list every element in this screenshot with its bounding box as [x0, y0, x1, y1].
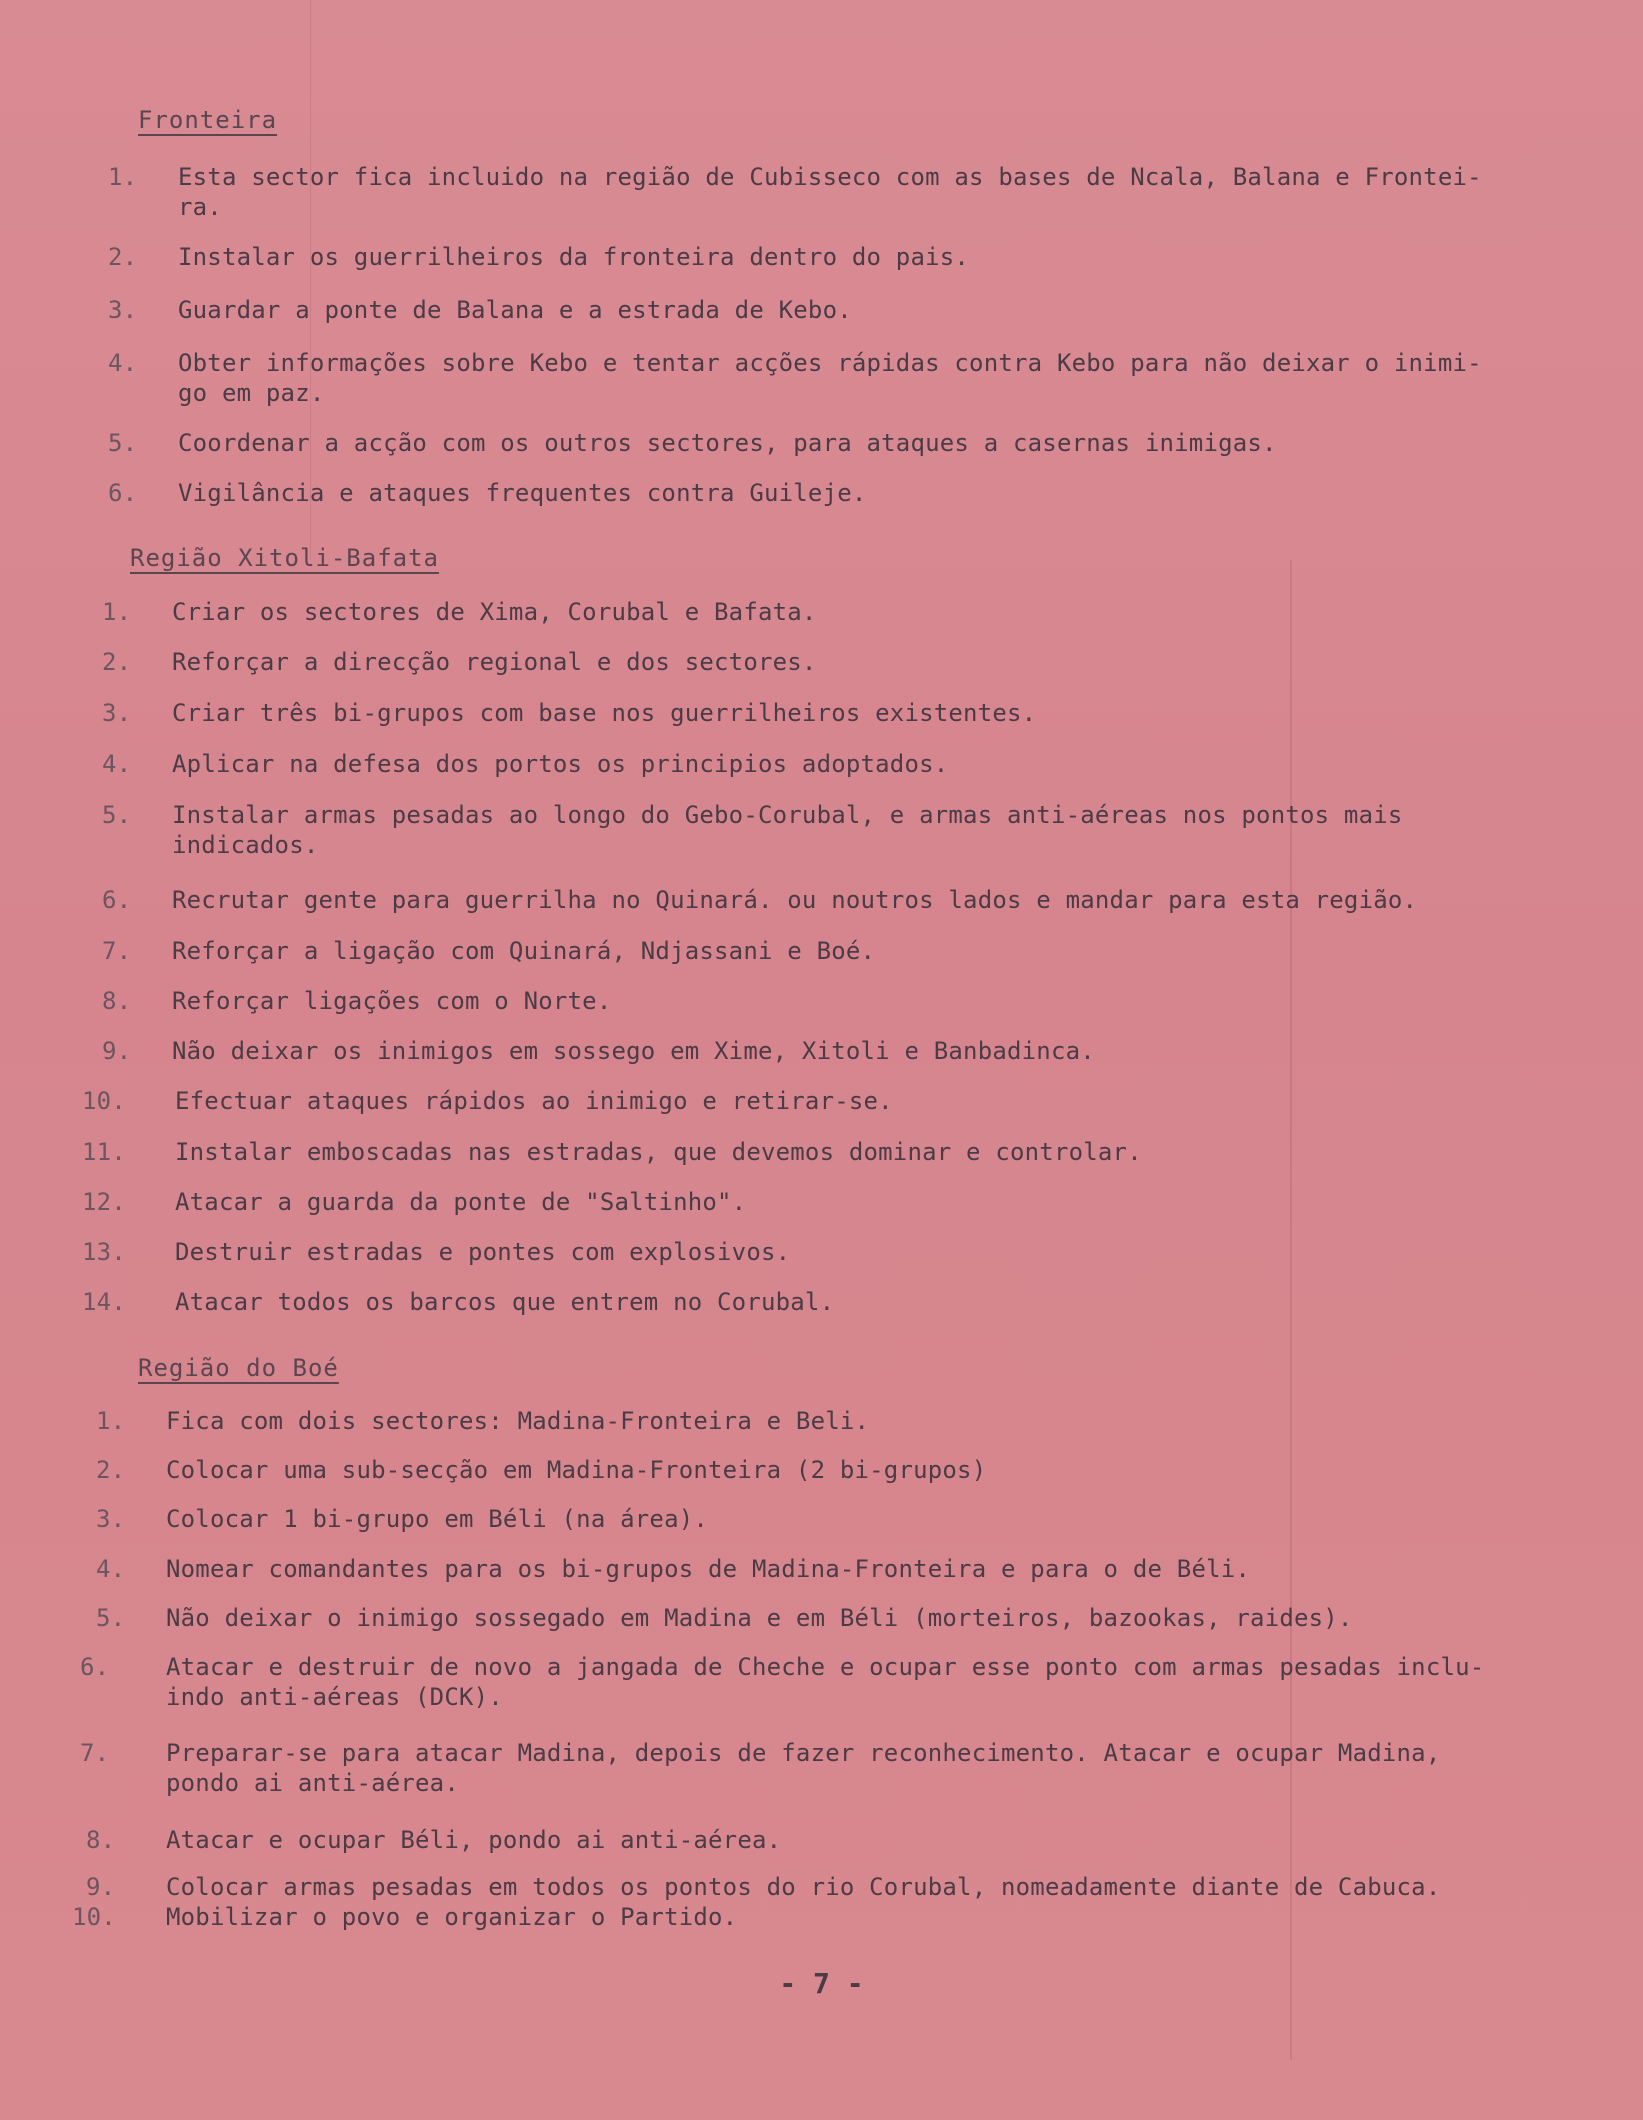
item-number: 4.	[96, 1555, 126, 1583]
item-text: Nomear comandantes para os bi-grupos de Madina-Fronteira e para o de Béli.	[166, 1555, 1251, 1583]
item-text: Colocar 1 bi-grupo em Béli (na área).	[166, 1505, 709, 1533]
item-number: 6.	[108, 479, 138, 507]
item-number: 5.	[108, 429, 138, 457]
item-number: 2.	[108, 243, 138, 271]
item-number: 1.	[102, 598, 132, 626]
item-number: 11.	[82, 1138, 126, 1166]
item-text: Esta sector fica incluido na região de Cubisseco com as bases de Ncala, Balana e Frontei- ra.	[178, 163, 1482, 221]
item-text: Instalar armas pesadas ao longo do Gebo-Corubal, e armas anti-aéreas nos pontos mais indicados.	[172, 801, 1403, 859]
item-text: Atacar a guarda da ponte de "Saltinho".	[175, 1188, 747, 1216]
item-text: Atacar todos os barcos que entrem no Corubal.	[175, 1288, 835, 1316]
item-text: Recrutar gente para guerrilha no Quinará. ou noutros lados e mandar para esta região.	[172, 886, 1418, 914]
item-number: 4.	[102, 750, 132, 778]
section-heading-xitoli-bafata: Região Xitoli-Bafata	[130, 544, 439, 572]
item-text: Mobilizar o povo e organizar o Partido.	[166, 1903, 738, 1931]
item-number: 8.	[102, 987, 132, 1015]
item-number: 6.	[102, 886, 132, 914]
item-number: 1.	[108, 163, 138, 191]
item-number: 3.	[96, 1505, 126, 1533]
item-number: 2.	[96, 1456, 126, 1484]
item-text: Colocar uma sub-secção em Madina-Fronteira (2 bi-grupos)	[166, 1456, 987, 1484]
item-number: 8.	[86, 1826, 116, 1854]
item-number: 1.	[96, 1407, 126, 1435]
item-text: Obter informações sobre Kebo e tentar acções rápidas contra Kebo para não deixar o inimi- go em paz.	[178, 349, 1482, 407]
item-number: 3.	[102, 699, 132, 727]
item-text: Instalar os guerrilheiros da fronteira dentro do pais.	[178, 243, 970, 271]
item-number: 4.	[108, 349, 138, 377]
item-number: 10.	[82, 1087, 126, 1115]
item-text: Criar três bi-grupos com base nos guerrilheiros existentes.	[172, 699, 1037, 727]
item-number: 2.	[102, 648, 132, 676]
item-text: Instalar emboscadas nas estradas, que devemos dominar e controlar.	[175, 1138, 1142, 1166]
item-text: Efectuar ataques rápidos ao inimigo e retirar-se.	[175, 1087, 893, 1115]
item-text: Coordenar a acção com os outros sectores, para ataques a casernas inimigas.	[178, 429, 1277, 457]
item-text: Guardar a ponte de Balana e a estrada de Kebo.	[178, 296, 852, 324]
item-text: Atacar e destruir de novo a jangada de Cheche e ocupar esse ponto com armas pesadas inclu- indo anti-aéreas (DCK).	[166, 1653, 1485, 1711]
item-number: 6.	[80, 1653, 110, 1681]
item-text: Vigilância e ataques frequentes contra Guileje.	[178, 479, 867, 507]
item-number: 5.	[102, 801, 132, 829]
item-text: Não deixar o inimigo sossegado em Madina e em Béli (morteiros, bazookas, raides).	[166, 1604, 1353, 1632]
item-number: 9.	[102, 1037, 132, 1065]
item-text: Criar os sectores de Xima, Corubal e Bafata.	[172, 598, 817, 626]
item-number: 13.	[82, 1238, 126, 1266]
item-text: Reforçar ligações com o Norte.	[172, 987, 612, 1015]
section-heading-fronteira: Fronteira	[138, 106, 278, 134]
item-text: Reforçar a direcção regional e dos sectores.	[172, 648, 817, 676]
page-number: - 7 -	[779, 1967, 864, 2000]
paper-fold-line	[310, 0, 311, 560]
item-number: 7.	[102, 937, 132, 965]
item-number: 7.	[80, 1739, 110, 1767]
item-text: Fica com dois sectores: Madina-Fronteira e Beli.	[166, 1407, 870, 1435]
item-number: 14.	[82, 1288, 126, 1316]
item-text: Destruir estradas e pontes com explosivos.	[175, 1238, 791, 1266]
item-text: Aplicar na defesa dos portos os principios adoptados.	[172, 750, 949, 778]
item-text: Reforçar a ligação com Quinará, Ndjassani e Boé.	[172, 937, 876, 965]
item-number: 12.	[82, 1188, 126, 1216]
item-text: Colocar armas pesadas em todos os pontos do rio Corubal, nomeadamente diante de Cabuca.	[166, 1873, 1441, 1901]
item-text: Atacar e ocupar Béli, pondo ai anti-aérea.	[166, 1826, 782, 1854]
section-heading-boe: Região do Boé	[138, 1354, 339, 1382]
item-text: Preparar-se para atacar Madina, depois de fazer reconhecimento. Atacar e ocupar Madina, pondo ai anti-aérea.	[166, 1739, 1441, 1797]
item-number: 10.	[72, 1903, 116, 1931]
item-number: 9.	[86, 1873, 116, 1901]
item-text: Não deixar os inimigos em sossego em Xime, Xitoli e Banbadinca.	[172, 1037, 1095, 1065]
item-number: 5.	[96, 1604, 126, 1632]
item-number: 3.	[108, 296, 138, 324]
